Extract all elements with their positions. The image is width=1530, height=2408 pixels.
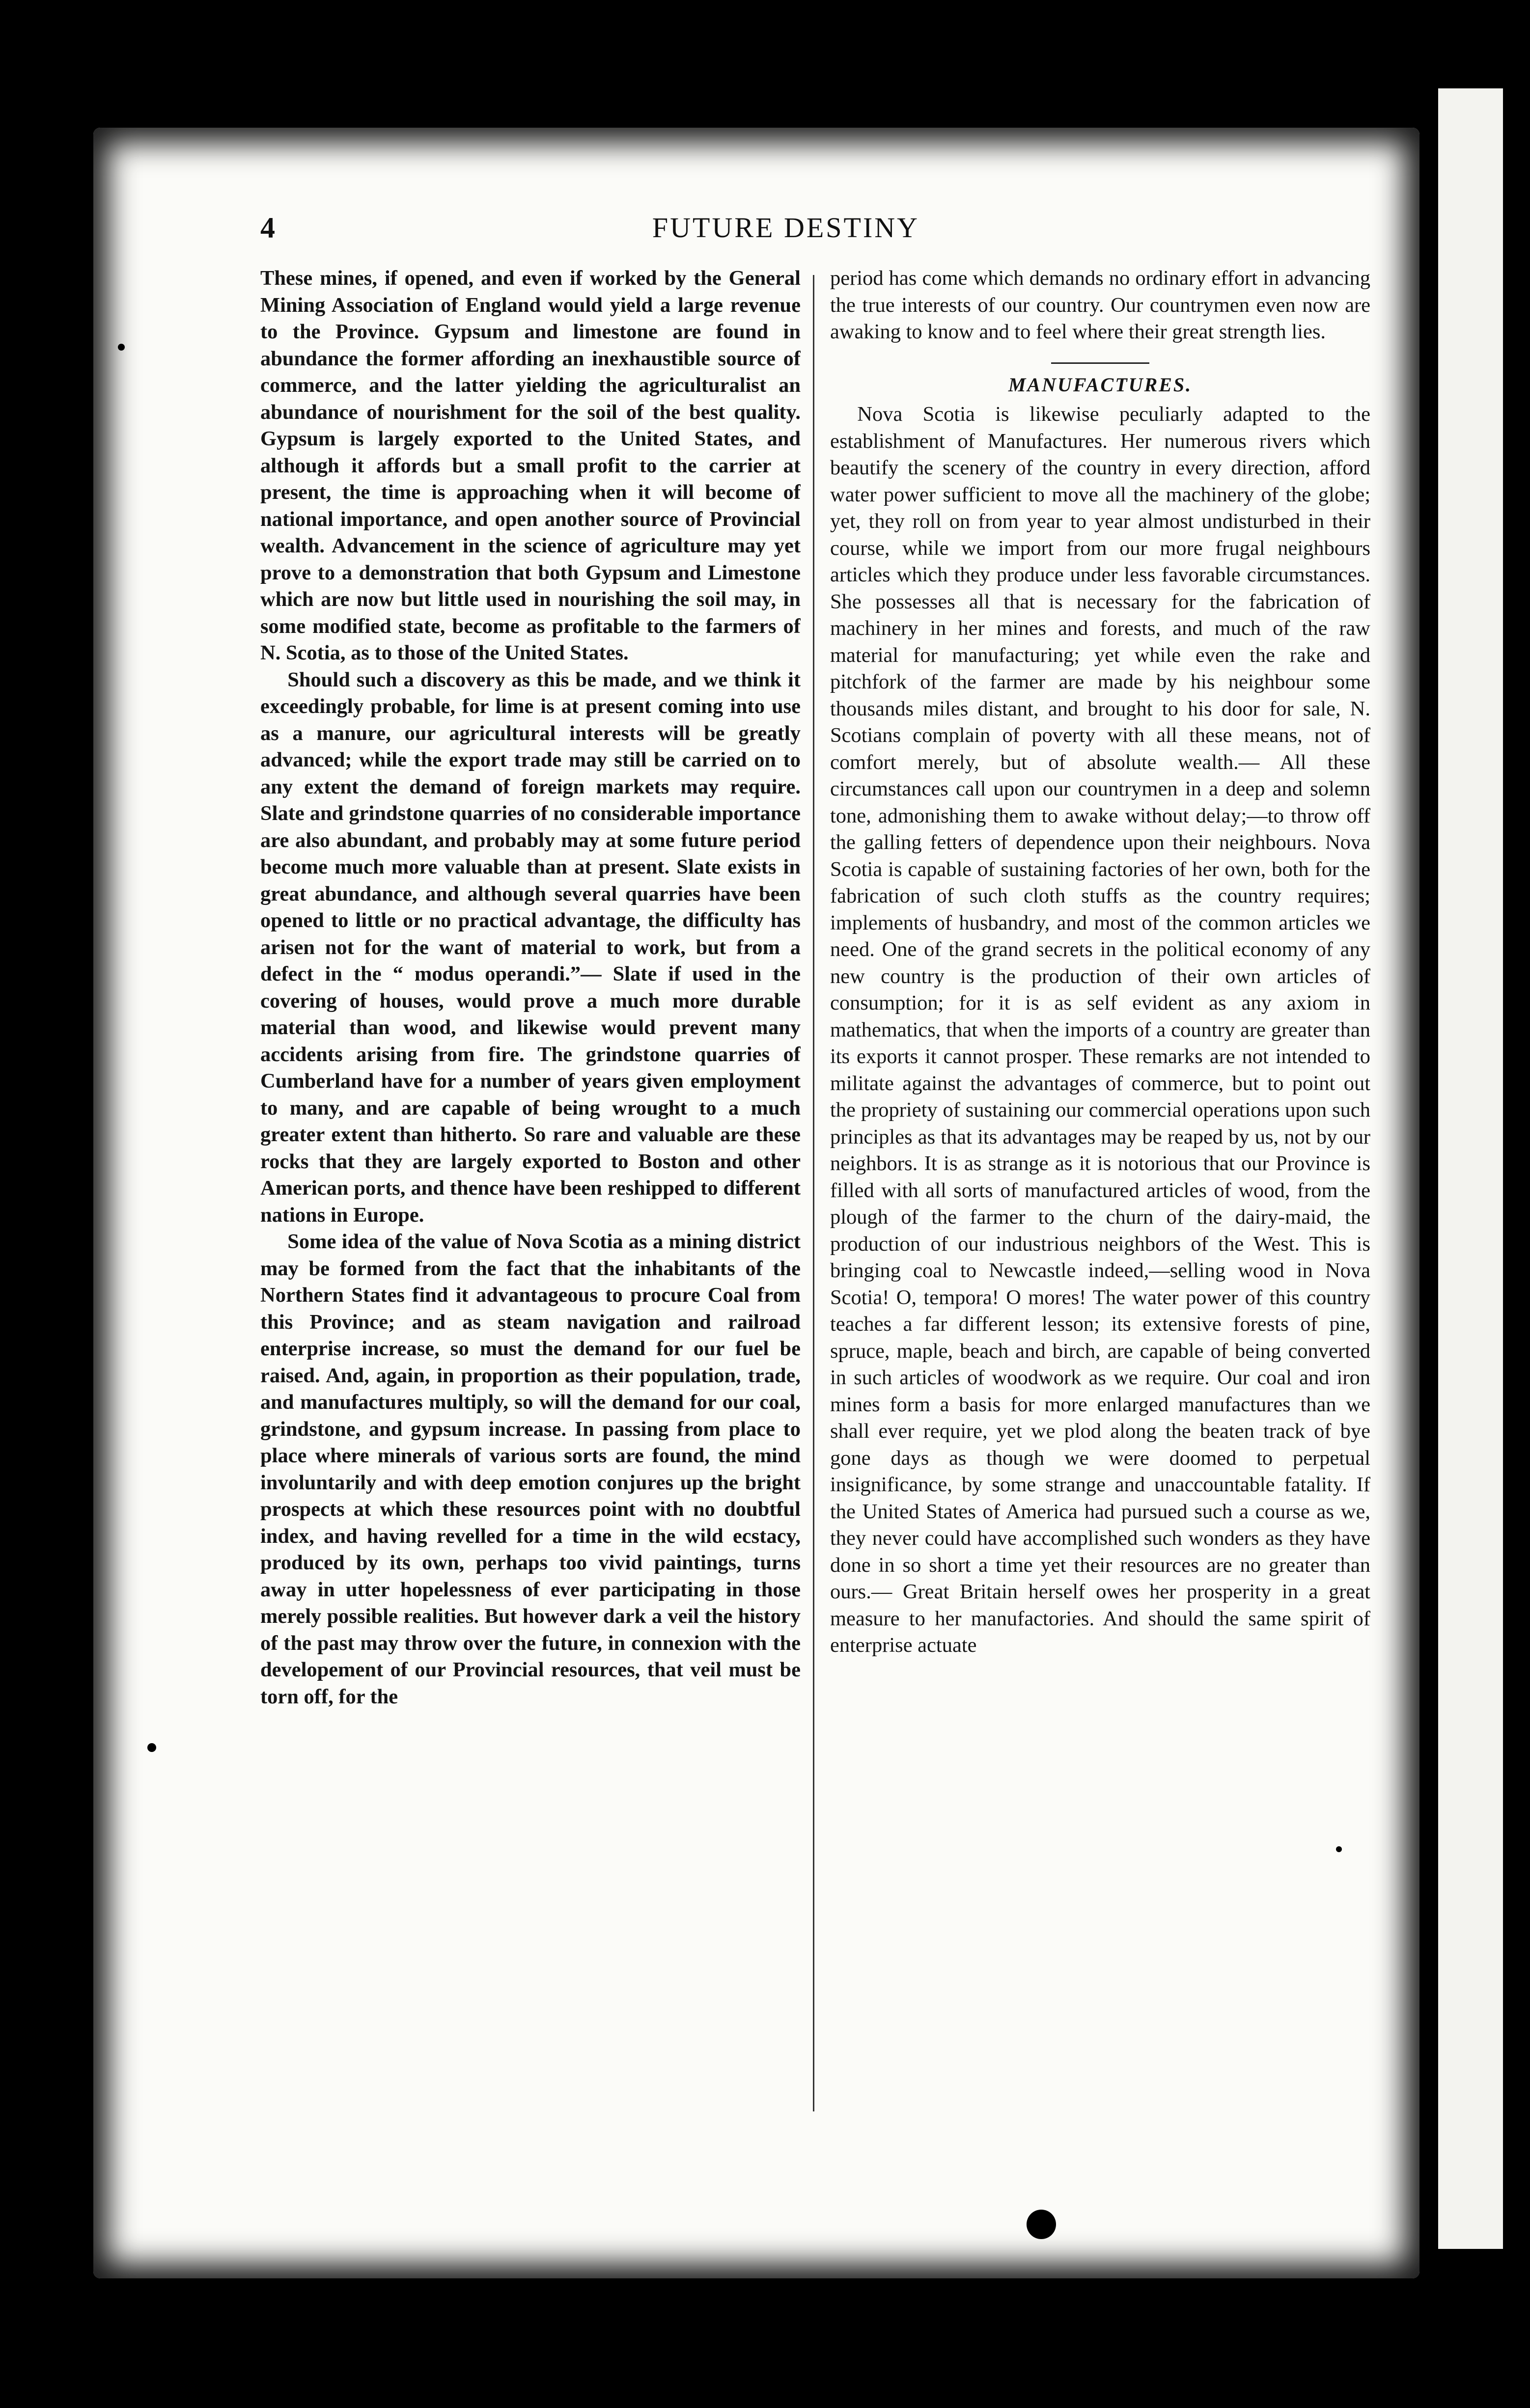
ink-speck bbox=[1027, 2210, 1056, 2239]
column-divider bbox=[813, 275, 814, 2111]
paragraph: Nova Scotia is likewise peculiarly adapted to the establishment of Manufactures. Her numerous rivers which beautify the scenery of the country in every direction, afford water power sufficient to move all the machinery of the globe; yet, they roll on from year to year almost undisturbed in their course, while we import from our more frugal neighbours articles which they produce under less favorable circumstances. She possesses all that is necessary for the fabrication of machinery in her mines and forests, and much of the raw material for manufacturing; yet while even the rake and pitchfork of the farmer are made by his neighbour some thousands miles distant, and brought to his door for sale, N. Scotians complain of poverty with all these means, not of comfort merely, but of absolute wealth.— All these circumstances call upon our countrymen in a deep and solemn tone, admonishing them to awake without delay;—to throw off the galling fetters of dependence upon their neighbours. Nova Scotia is capable of sustaining factories of her own, both for the fabrication of such cloth stuffs as the country requires; implements of husbandry, and most of the common articles we need. One of the grand secrets in the political economy of any new country is the production of their own articles of consumption; for it is as self evident as any axiom in mathematics, that when the imports of a country are greater than its exports it cannot prosper. These remarks are not intended to militate against the advantages of commerce, but to point out the propriety of sustaining our commercial operations upon such principles as that its advantages may be reaped by us, not by our neighbors. It is as strange as it is notorious that our Province is filled with all sorts of manufactured articles of wood, from the plough of the farmer to the churn of the dairy-maid, the production of our industrious neighbors of the West. This is bringing coal to Newcastle indeed,—selling wood in Nova Scotia! O, tempora! O mores! The water power of this country teaches a far different lesson; its extensive forests of pine, spruce, maple, beach and birch, are capable of being converted in such articles of woodwork as we require. Our coal and iron mines form a basis for more enlarged manufactures than we shall ever require, yet we plod along the beaten track of bye gone days as though we were doomed to perpetual insignificance, by some strange and unaccountable fatality. If the United States of America had pursued such a course as we, they never could have accomplished such wonders as they have done in so short a time yet their resources are no greater than ours.— Great Britain herself owes her prosperity in a great measure to her manufactories. And should the same spirit of enterprise actuate bbox=[830, 403, 1370, 1657]
paragraph: Should such a discovery as this be made, and we think it exceedingly probable, for lime is at present coming into use as a manure, our agricultural interests will be greatly advanced; while the export trade may still be carried on to any extent the demand of foreign markets may require. Slate and grindstone quarries of no considerable importance are also abundant, and probably may at some future period become much more valuable than at present. Slate exists in great abundance, and although several quarries have been opened to little or no practical advantage, the difficulty has arisen not for the want of material to work, but from a defect in the “ modus operandi.”— Slate if used in the covering of houses, would prove a much more durable material than wood, and likewise would prevent many accidents arising from fire. The grindstone quarries of Cumberland have for a number of years given employment to many, and are capable of being wrought to a much greater extent than hitherto. So rare and valuable are these rocks that they are largely exported to Boston and other American ports, and thence have been reshipped to different nations in Europe. bbox=[260, 668, 801, 1227]
page-number: 4 bbox=[260, 212, 275, 244]
paragraph: Some idea of the value of Nova Scotia as a mining district may be formed from the fact that the inhabitants of the Northern States find it advantageous to procure Coal from this Province; and as steam navigation and railroad enterprise increase, so must the demand for our fuel be raised. And, again, in proportion as their population, trade, and manufactures multiply, so will the demand for our coal, grindstone, and gypsum increase. In passing from place to place where minerals of various sorts are found, the mind involuntarily and with deep emotion conjures up the bright prospects at which these resources point with no doubtful index, and having revelled for a time in the wild ecstacy, produced by its own, perhaps too vivid paintings, turns away in utter hopelessness of ever participating in those merely possible realities. But however dark a veil the history of the past may throw over the future, in connexion with the developement of our Provincial resources, that veil must be torn off, for the bbox=[260, 1230, 801, 1708]
running-title: FUTURE DESTINY bbox=[652, 212, 920, 244]
ink-speck bbox=[118, 344, 125, 351]
adjacent-page-edge bbox=[1429, 88, 1503, 2249]
section-heading: MANUFACTURES. bbox=[1008, 373, 1193, 396]
ink-speck bbox=[147, 1743, 156, 1752]
paragraph: period has come which demands no ordinary effort in advancing the true interests of our country. Our countrymen even now are awaking to know and to feel where their great strength lies. bbox=[830, 267, 1370, 343]
left-column bbox=[260, 265, 801, 2180]
section-divider bbox=[1051, 362, 1149, 364]
paragraph: These mines, if opened, and even if worked by the General Mining Association of England would yield a large revenue to the Province. Gypsum and limestone are found in abundance the former affording an inexhaustible source of commerce, and the latter yielding the agriculturalist an abundance of nourishment for the soil of the best quality. Gypsum is largely exported to the United States, and although it affords but a small profit to the carrier at present, the time is approaching when it will become of national importance, and open another source of Provincial wealth. Advancement in the science of agriculture may yet prove to a demonstration that both Gypsum and Limestone which are now but little used in nourishing the soil may, in some modified state, become as profitable to the farmers of N. Scotia, as to those of the United States. bbox=[260, 267, 801, 664]
right-column bbox=[830, 265, 1370, 2180]
